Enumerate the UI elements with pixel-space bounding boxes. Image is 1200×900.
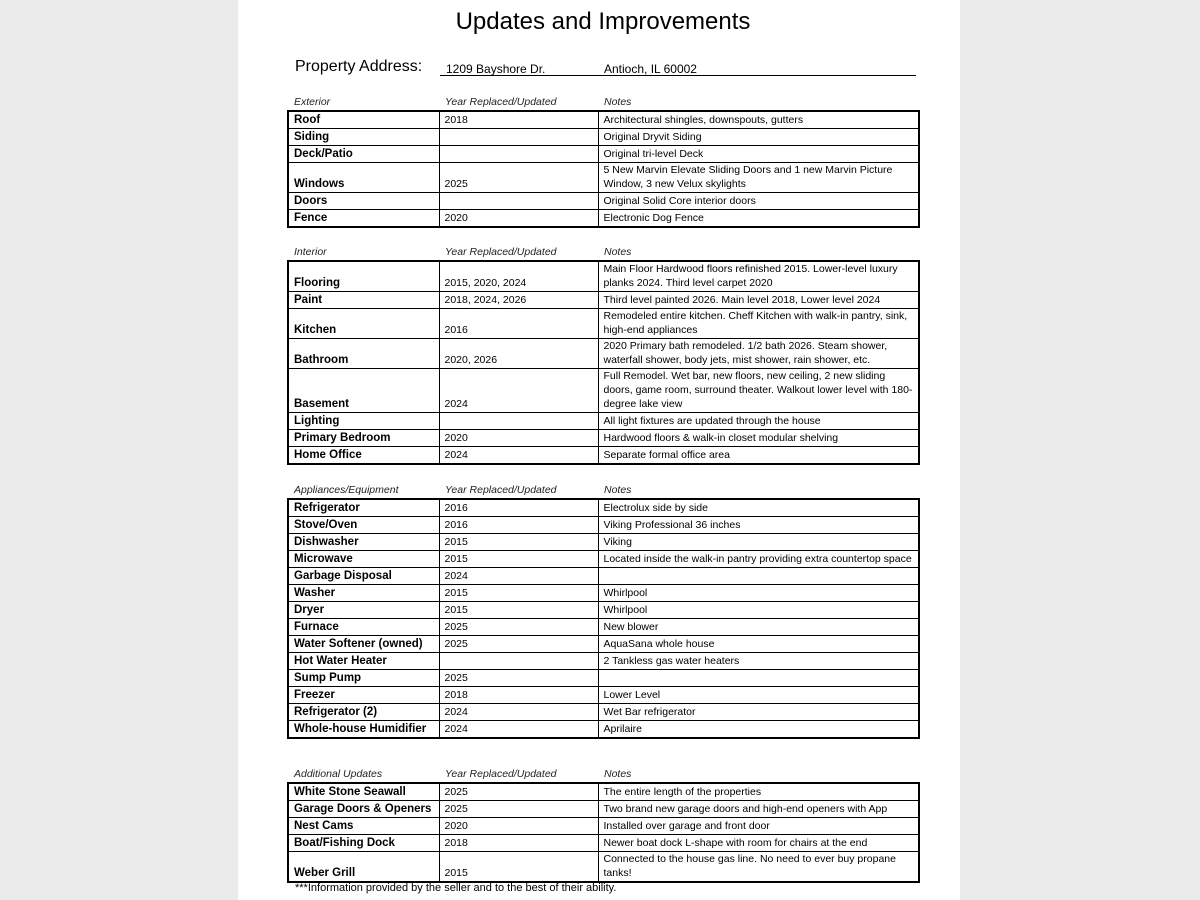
row-category: Fence — [288, 210, 439, 228]
row-notes: Electrolux side by side — [598, 499, 919, 517]
table-row — [288, 835, 919, 852]
row-year: 2024 — [439, 721, 598, 739]
section-additional — [287, 768, 918, 883]
row-year: 2025 — [439, 670, 598, 687]
table-row — [288, 818, 919, 835]
table-row — [288, 447, 919, 465]
row-year: 2024 — [439, 704, 598, 721]
row-category: Freezer — [288, 687, 439, 704]
year-column-header: Year Replaced/Updated — [445, 768, 557, 780]
row-category: Flooring — [288, 261, 439, 292]
row-category: Water Softener (owned) — [288, 636, 439, 653]
row-category: Furnace — [288, 619, 439, 636]
year-column-header: Year Replaced/Updated — [445, 96, 557, 108]
section-exterior — [287, 96, 918, 228]
year-column-header: Year Replaced/Updated — [445, 246, 557, 258]
row-category: White Stone Seawall — [288, 783, 439, 801]
row-notes: Original tri-level Deck — [598, 146, 919, 163]
section-header — [287, 96, 918, 110]
row-notes: Hardwood floors & walk-in closet modular shelving — [598, 430, 919, 447]
row-year: 2018 — [439, 687, 598, 704]
table-row — [288, 585, 919, 602]
table-row — [288, 852, 919, 883]
row-year: 2020 — [439, 818, 598, 835]
table-row — [288, 261, 919, 292]
row-year: 2018, 2024, 2026 — [439, 292, 598, 309]
table-row — [288, 704, 919, 721]
page-title: Updates and Improvements — [455, 8, 751, 35]
row-notes: Architectural shingles, downspouts, gutters — [598, 111, 919, 129]
table-row — [288, 670, 919, 687]
row-year: 2015 — [439, 852, 598, 883]
row-year: 2015, 2020, 2024 — [439, 261, 598, 292]
notes-column-header: Notes — [604, 246, 632, 258]
row-category: Kitchen — [288, 309, 439, 339]
table-row — [288, 551, 919, 568]
section-title: Exterior — [294, 96, 331, 108]
row-category: Sump Pump — [288, 670, 439, 687]
row-notes: Main Floor Hardwood floors refinished 2015. Lower-level luxury planks 2024. Third level carpet 2020 — [598, 261, 919, 292]
interior-table — [287, 260, 920, 465]
row-notes: AquaSana whole house — [598, 636, 919, 653]
row-category: Bathroom — [288, 339, 439, 369]
row-year: 2015 — [439, 602, 598, 619]
row-notes: Installed over garage and front door — [598, 818, 919, 835]
row-notes: All light fixtures are updated through the house — [598, 413, 919, 430]
row-notes: The entire length of the properties — [598, 783, 919, 801]
row-year: 2024 — [439, 568, 598, 585]
row-category: Siding — [288, 129, 439, 146]
table-row — [288, 534, 919, 551]
table-row — [288, 568, 919, 585]
notes-column-header: Notes — [604, 484, 632, 496]
row-notes — [598, 670, 919, 687]
row-year — [439, 653, 598, 670]
section-header — [287, 484, 918, 498]
additional-table — [287, 782, 920, 883]
table-row — [288, 369, 919, 413]
row-category: Lighting — [288, 413, 439, 430]
row-year: 2020, 2026 — [439, 339, 598, 369]
row-year: 2016 — [439, 499, 598, 517]
row-notes: Whirlpool — [598, 602, 919, 619]
section-title: Interior — [294, 246, 327, 258]
section-header — [287, 246, 918, 260]
appliances-table — [287, 498, 920, 739]
row-category: Primary Bedroom — [288, 430, 439, 447]
row-notes: Electronic Dog Fence — [598, 210, 919, 228]
row-notes: New blower — [598, 619, 919, 636]
section-header — [287, 768, 918, 782]
row-notes: Third level painted 2026. Main level 2018, Lower level 2024 — [598, 292, 919, 309]
row-year — [439, 193, 598, 210]
notes-column-header: Notes — [604, 96, 632, 108]
table-row — [288, 687, 919, 704]
table-row — [288, 210, 919, 228]
row-category: Refrigerator — [288, 499, 439, 517]
row-notes: Aprilaire — [598, 721, 919, 739]
row-notes: 5 New Marvin Elevate Sliding Doors and 1 new Marvin Picture Window, 3 new Velux skylights — [598, 163, 919, 193]
section-title: Appliances/Equipment — [294, 484, 399, 496]
table-row — [288, 129, 919, 146]
row-category: Garbage Disposal — [288, 568, 439, 585]
table-row — [288, 517, 919, 534]
row-year: 2024 — [439, 369, 598, 413]
row-notes: Wet Bar refrigerator — [598, 704, 919, 721]
table-row — [288, 413, 919, 430]
property-address-label: Property Address: — [295, 58, 423, 75]
row-category: Paint — [288, 292, 439, 309]
row-category: Windows — [288, 163, 439, 193]
table-row — [288, 653, 919, 670]
table-row — [288, 292, 919, 309]
row-year: 2018 — [439, 111, 598, 129]
section-title: Additional Updates — [294, 768, 383, 780]
row-year: 2015 — [439, 534, 598, 551]
table-row — [288, 636, 919, 653]
row-category: Stove/Oven — [288, 517, 439, 534]
table-row — [288, 146, 919, 163]
table-row — [288, 499, 919, 517]
row-category: Dryer — [288, 602, 439, 619]
row-category: Whole-house Humidifier — [288, 721, 439, 739]
row-category: Boat/Fishing Dock — [288, 835, 439, 852]
table-row — [288, 309, 919, 339]
section-appliances — [287, 484, 918, 739]
row-notes: Separate formal office area — [598, 447, 919, 465]
row-year: 2016 — [439, 517, 598, 534]
row-notes: 2020 Primary bath remodeled. 1/2 bath 2026. Steam shower, waterfall shower, body jets, mist shower, rain shower, etc. — [598, 339, 919, 369]
row-category: Weber Grill — [288, 852, 439, 883]
row-category: Doors — [288, 193, 439, 210]
row-year: 2015 — [439, 551, 598, 568]
row-year: 2016 — [439, 309, 598, 339]
row-notes — [598, 568, 919, 585]
row-category: Garage Doors & Openers — [288, 801, 439, 818]
property-address-line — [440, 60, 916, 76]
seller-disclaimer: ***Information provided by the seller and to the best of their ability. — [295, 882, 617, 894]
row-notes: Connected to the house gas line. No need to ever buy propane tanks! — [598, 852, 919, 883]
row-category: Home Office — [288, 447, 439, 465]
notes-column-header: Notes — [604, 768, 632, 780]
row-notes: Newer boat dock L-shape with room for chairs at the end — [598, 835, 919, 852]
property-city: Antioch, IL 60002 — [604, 62, 697, 76]
table-row — [288, 163, 919, 193]
row-year — [439, 413, 598, 430]
table-row — [288, 721, 919, 739]
document-page — [238, 0, 960, 900]
table-row — [288, 602, 919, 619]
row-notes: Original Dryvit Siding — [598, 129, 919, 146]
row-category: Washer — [288, 585, 439, 602]
row-year: 2020 — [439, 430, 598, 447]
row-category: Dishwasher — [288, 534, 439, 551]
row-year: 2025 — [439, 619, 598, 636]
table-row — [288, 193, 919, 210]
row-year: 2025 — [439, 783, 598, 801]
table-row — [288, 111, 919, 129]
table-row — [288, 339, 919, 369]
row-notes: Full Remodel. Wet bar, new floors, new ceiling, 2 new sliding doors, game room, surround theater. Walkout lower level with 180-degree lake view — [598, 369, 919, 413]
row-notes: Lower Level — [598, 687, 919, 704]
row-year: 2025 — [439, 636, 598, 653]
row-notes: Whirlpool — [598, 585, 919, 602]
year-column-header: Year Replaced/Updated — [445, 484, 557, 496]
table-row — [288, 801, 919, 818]
row-year: 2015 — [439, 585, 598, 602]
row-category: Hot Water Heater — [288, 653, 439, 670]
row-category: Basement — [288, 369, 439, 413]
row-notes: Viking — [598, 534, 919, 551]
row-notes: Viking Professional 36 inches — [598, 517, 919, 534]
row-year — [439, 129, 598, 146]
table-row — [288, 783, 919, 801]
row-notes: Two brand new garage doors and high-end openers with App — [598, 801, 919, 818]
row-year: 2020 — [439, 210, 598, 228]
row-category: Nest Cams — [288, 818, 439, 835]
row-notes: Located inside the walk-in pantry providing extra countertop space — [598, 551, 919, 568]
row-category: Roof — [288, 111, 439, 129]
row-year: 2018 — [439, 835, 598, 852]
row-category: Deck/Patio — [288, 146, 439, 163]
row-year: 2024 — [439, 447, 598, 465]
row-year: 2025 — [439, 801, 598, 818]
row-notes: Remodeled entire kitchen. Cheff Kitchen with walk-in pantry, sink, high-end appliances — [598, 309, 919, 339]
row-category: Refrigerator (2) — [288, 704, 439, 721]
row-notes: Original Solid Core interior doors — [598, 193, 919, 210]
property-street: 1209 Bayshore Dr. — [446, 62, 546, 76]
section-interior — [287, 246, 918, 465]
exterior-table — [287, 110, 920, 228]
row-notes: 2 Tankless gas water heaters — [598, 653, 919, 670]
row-category: Microwave — [288, 551, 439, 568]
table-row — [288, 619, 919, 636]
table-row — [288, 430, 919, 447]
row-year: 2025 — [439, 163, 598, 193]
row-year — [439, 146, 598, 163]
